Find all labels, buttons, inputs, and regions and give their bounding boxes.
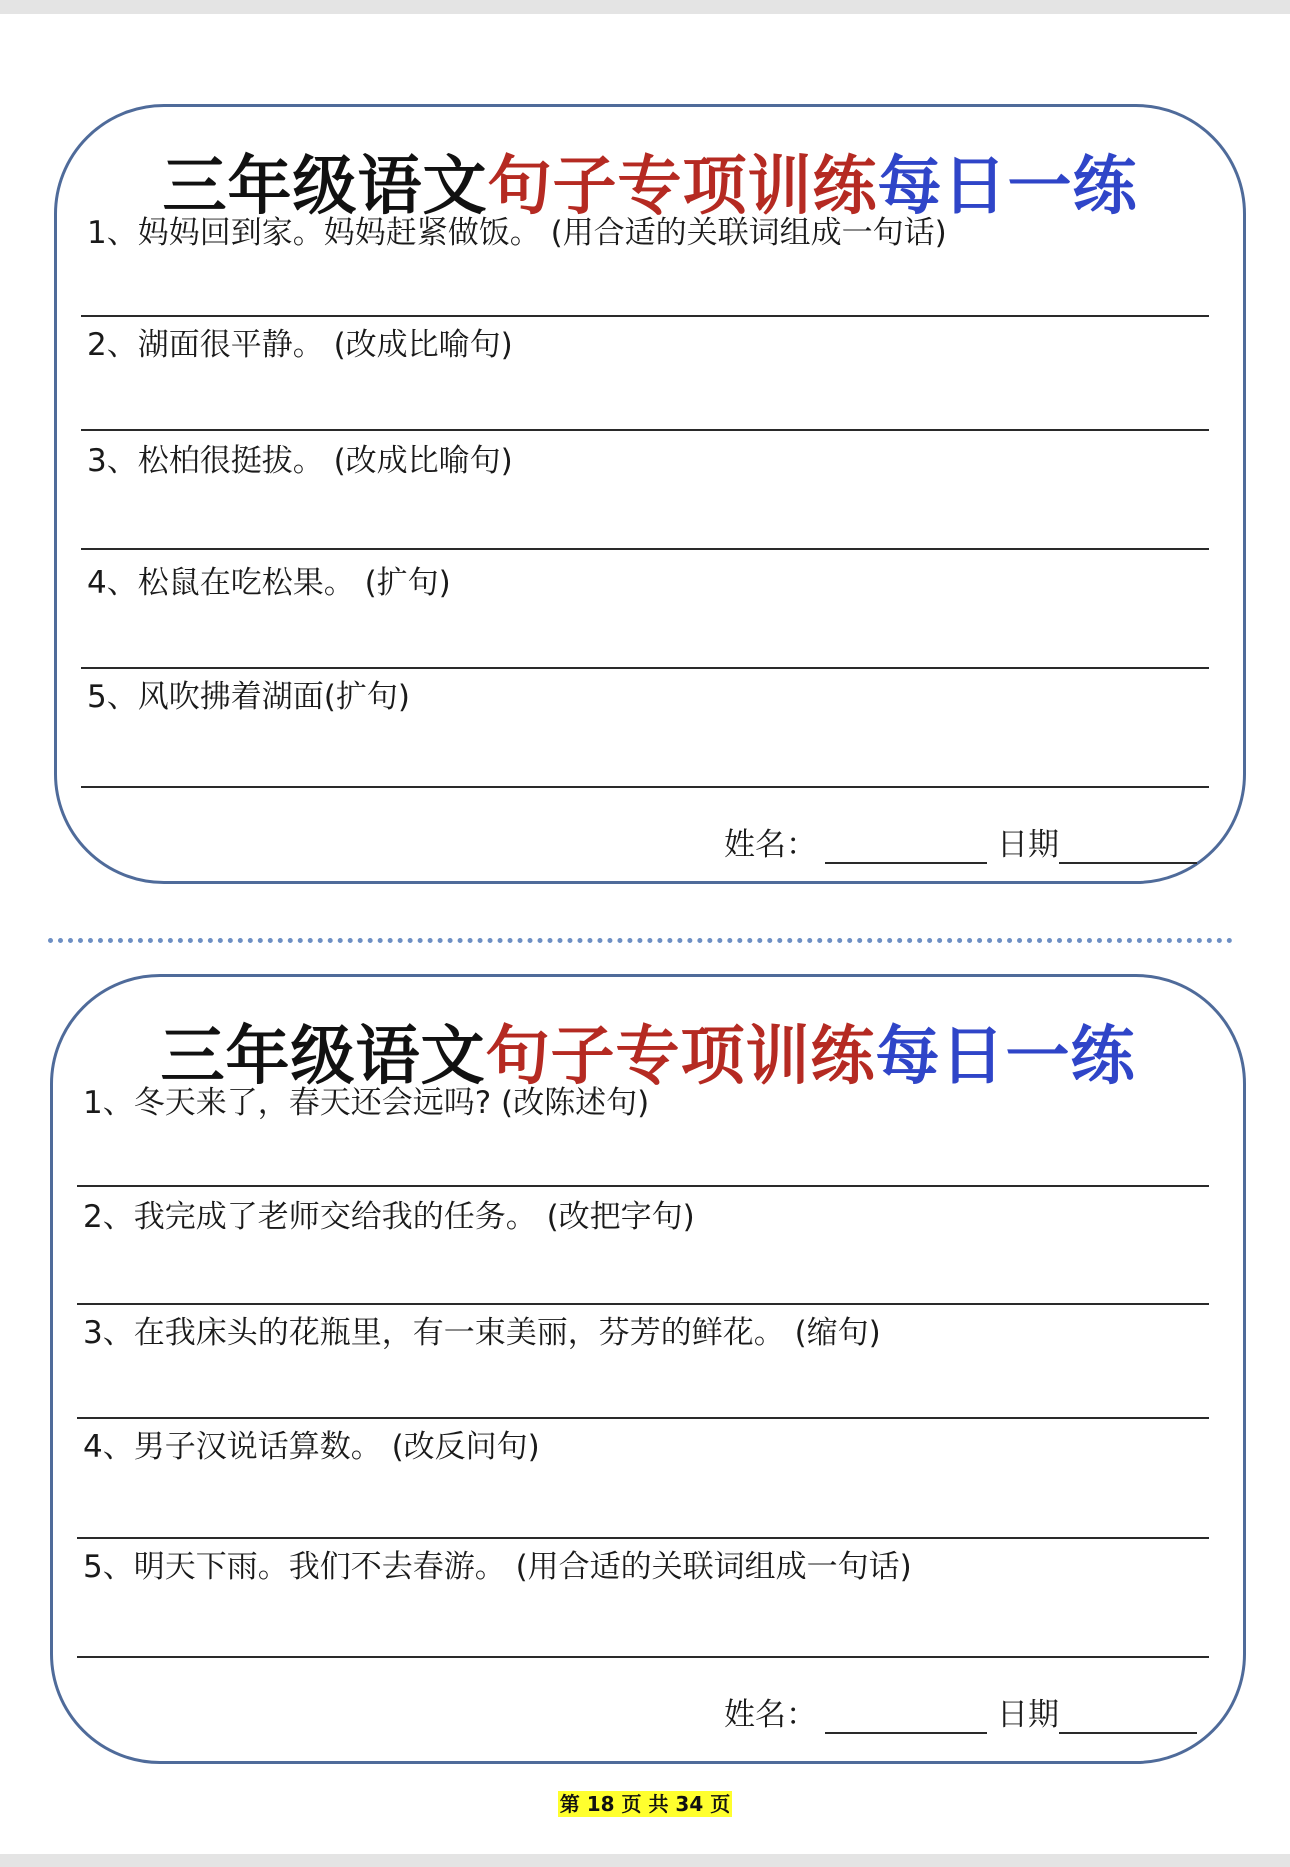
page-number: 第 18 页 共 34 页 <box>559 1792 731 1816</box>
date-blank[interactable] <box>1059 832 1197 864</box>
question-text: 2、我完成了老师交给我的任务。 (改把字句) <box>83 1199 695 1235</box>
question-text: 4、男子汉说话算数。 (改反问句) <box>83 1429 540 1465</box>
answer-line[interactable] <box>81 548 1209 550</box>
question-text: 4、松鼠在吃松果。 (扩句) <box>87 565 451 601</box>
dotted-divider <box>48 938 1233 943</box>
answer-line[interactable] <box>81 315 1209 317</box>
question-text: 1、妈妈回到家。妈妈赶紧做饭。 (用合适的关联词组成一句话) <box>87 215 947 251</box>
name-blank[interactable] <box>825 1702 987 1734</box>
answer-line[interactable] <box>81 786 1209 788</box>
question-item <box>77 1541 1209 1658</box>
question-text: 2、湖面很平静。 (改成比喻句) <box>87 327 513 363</box>
question-item <box>81 435 1209 550</box>
answer-line[interactable] <box>77 1417 1209 1419</box>
title-part-topic: 句子专项训练 <box>487 150 878 224</box>
answer-line[interactable] <box>81 429 1209 431</box>
question-text: 3、在我床头的花瓶里，有一束美丽，芬芳的鲜花。 (缩句) <box>83 1315 881 1351</box>
question-item <box>77 1307 1209 1419</box>
question-item <box>81 671 1209 788</box>
title-part-grade: 三年级语文 <box>160 1020 486 1094</box>
title-part-daily: 每日一练 <box>875 1020 1136 1094</box>
date-blank[interactable] <box>1059 1702 1197 1734</box>
worksheet-page <box>0 14 1290 1854</box>
question-item <box>77 1421 1209 1539</box>
signature-row <box>724 1689 1197 1734</box>
exercise-card-1 <box>54 104 1246 884</box>
question-item <box>81 207 1209 317</box>
question-item <box>81 557 1209 669</box>
title-part-topic: 句子专项训练 <box>485 1020 876 1094</box>
exercise-card-2 <box>50 974 1246 1764</box>
date-label: 日期 <box>997 827 1059 863</box>
answer-line[interactable] <box>81 667 1209 669</box>
name-label: 姓名： <box>724 1697 817 1733</box>
title-part-daily: 每日一练 <box>877 150 1138 224</box>
name-label: 姓名： <box>724 827 817 863</box>
answer-line[interactable] <box>77 1303 1209 1305</box>
answer-line[interactable] <box>77 1537 1209 1539</box>
question-item <box>81 319 1209 431</box>
question-item <box>77 1191 1209 1305</box>
question-text: 3、松柏很挺拔。 (改成比喻句) <box>87 443 513 479</box>
answer-line[interactable] <box>77 1656 1209 1658</box>
question-text: 5、明天下雨。我们不去春游。 (用合适的关联词组成一句话) <box>83 1549 912 1585</box>
title-part-grade: 三年级语文 <box>162 150 488 224</box>
question-item <box>77 1077 1209 1187</box>
date-label: 日期 <box>997 1697 1059 1733</box>
question-text: 5、风吹拂着湖面(扩句) <box>87 679 410 715</box>
page-footer <box>0 1788 1290 1817</box>
signature-row <box>724 819 1197 864</box>
question-text: 1、冬天来了，春天还会远吗? (改陈述句) <box>83 1085 650 1121</box>
answer-line[interactable] <box>77 1185 1209 1187</box>
name-blank[interactable] <box>825 832 987 864</box>
